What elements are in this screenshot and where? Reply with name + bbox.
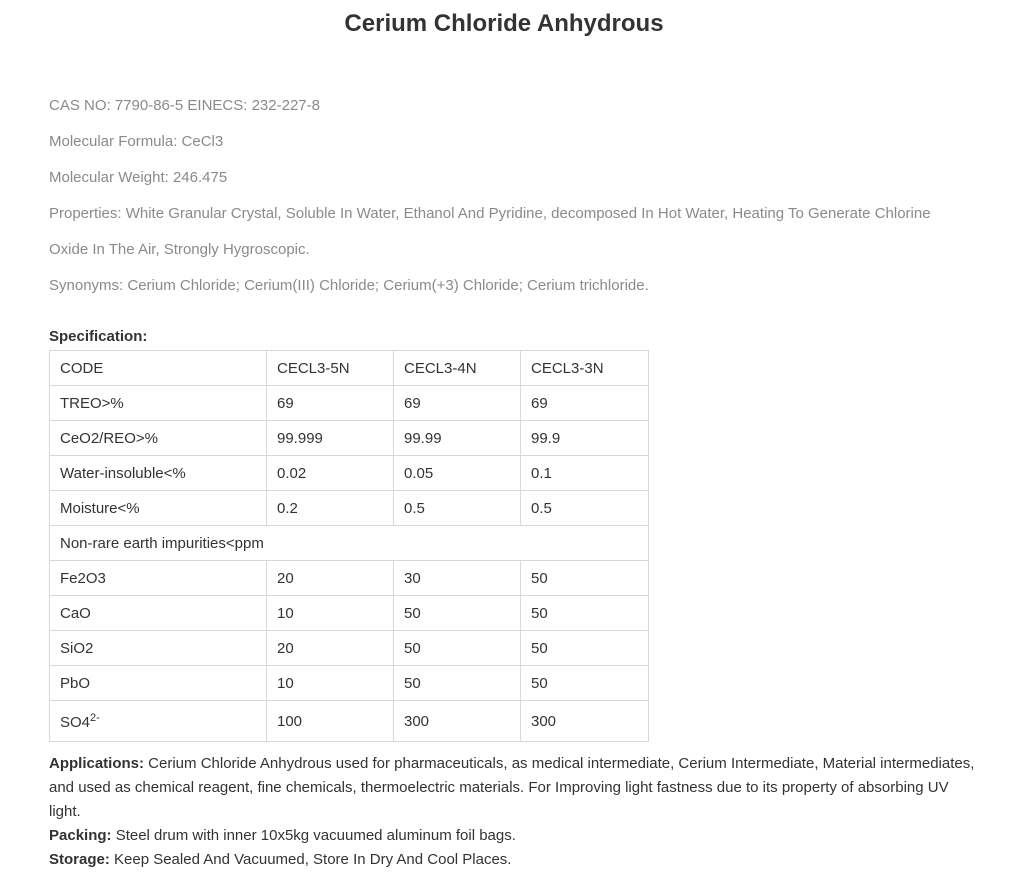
table-cell: 50 bbox=[394, 596, 521, 631]
table-cell: 300 bbox=[521, 701, 649, 742]
table-cell: 300 bbox=[394, 701, 521, 742]
synonyms: Synonyms: Cerium Chloride; Cerium(III) Chloride; Cerium(+3) Chloride; Cerium trichloride. bbox=[49, 277, 649, 294]
table-cell: 50 bbox=[521, 666, 649, 701]
packing-text: Steel drum with inner 10x5kg vacuumed aluminum foil bags. bbox=[111, 827, 516, 844]
table-cell bbox=[50, 701, 267, 742]
applications-paragraph bbox=[49, 752, 979, 824]
table-cell: CaO bbox=[50, 596, 267, 631]
table-cell: CECL3-3N bbox=[521, 351, 649, 386]
table-row bbox=[50, 631, 649, 666]
properties-line-2: Oxide In The Air, Strongly Hygroscopic. bbox=[49, 241, 310, 258]
table-cell: 10 bbox=[267, 596, 394, 631]
table-row bbox=[50, 421, 649, 456]
applications-text: Cerium Chloride Anhydrous used for pharmaceuticals, as medical intermediate, Cerium Intermediate, Material intermediates, and used as chemical reagent, fine chemicals, thermoelectric materials. For Improving light fastness due to its property of absorbing UV light. bbox=[49, 755, 975, 820]
impurities-section-row bbox=[50, 526, 649, 561]
product-details bbox=[49, 752, 979, 872]
table-cell: 0.02 bbox=[267, 456, 394, 491]
table-header-row bbox=[50, 351, 649, 386]
so4-name: SO4 bbox=[60, 713, 91, 731]
table-cell: Moisture<% bbox=[50, 491, 267, 526]
table-cell: CeO2/REO>% bbox=[50, 421, 267, 456]
table-cell: 50 bbox=[394, 666, 521, 701]
table-cell: Water-insoluble<% bbox=[50, 456, 267, 491]
table-row bbox=[50, 561, 649, 596]
table-row bbox=[50, 666, 649, 701]
molecular-formula: Molecular Formula: CeCl3 bbox=[49, 133, 224, 150]
properties-line-1: Properties: White Granular Crystal, Soluble In Water, Ethanol And Pyridine, decomposed In Hot Water, Heating To Generate Chlorine bbox=[49, 205, 931, 222]
table-cell: 69 bbox=[267, 386, 394, 421]
storage-text: Keep Sealed And Vacuumed, Store In Dry And Cool Places. bbox=[109, 851, 512, 868]
table-cell: 100 bbox=[267, 701, 394, 742]
table-cell: 30 bbox=[394, 561, 521, 596]
table-cell: 99.99 bbox=[394, 421, 521, 456]
table-cell: 99.9 bbox=[521, 421, 649, 456]
table-cell: 0.1 bbox=[521, 456, 649, 491]
storage-label: Storage: bbox=[49, 851, 110, 868]
table-cell: 0.2 bbox=[267, 491, 394, 526]
table-cell: CECL3-5N bbox=[267, 351, 394, 386]
table-cell: 0.05 bbox=[394, 456, 521, 491]
table-cell: 0.5 bbox=[394, 491, 521, 526]
table-cell: 69 bbox=[394, 386, 521, 421]
table-cell: TREO>% bbox=[50, 386, 267, 421]
packing-paragraph bbox=[49, 824, 979, 848]
table-cell: 20 bbox=[267, 561, 394, 596]
table-cell: 50 bbox=[521, 561, 649, 596]
table-row bbox=[50, 596, 649, 631]
storage-paragraph bbox=[49, 848, 979, 872]
table-cell: 10 bbox=[267, 666, 394, 701]
table-row bbox=[50, 701, 649, 742]
table-cell: PbO bbox=[50, 666, 267, 701]
cas-number: CAS NO: 7790-86-5 EINECS: 232-227-8 bbox=[49, 97, 320, 114]
table-row bbox=[50, 386, 649, 421]
table-cell: SiO2 bbox=[50, 631, 267, 666]
table-cell: 0.5 bbox=[521, 491, 649, 526]
table-row bbox=[50, 491, 649, 526]
so4-charge: 2- bbox=[90, 711, 100, 724]
applications-label: Applications: bbox=[49, 755, 145, 772]
table-row bbox=[50, 456, 649, 491]
specification-label: Specification: bbox=[49, 328, 148, 345]
table-cell: 69 bbox=[521, 386, 649, 421]
packing-label: Packing: bbox=[49, 827, 112, 844]
table-cell: 20 bbox=[267, 631, 394, 666]
table-cell: 50 bbox=[394, 631, 521, 666]
product-info bbox=[49, 88, 989, 304]
table-cell: 50 bbox=[521, 596, 649, 631]
table-cell: CECL3-4N bbox=[394, 351, 521, 386]
page-title: Cerium Chloride Anhydrous bbox=[344, 10, 664, 37]
table-cell: CODE bbox=[50, 351, 267, 386]
table-cell: Fe2O3 bbox=[50, 561, 267, 596]
table-cell: 99.999 bbox=[267, 421, 394, 456]
specification-table bbox=[49, 350, 649, 742]
impurities-label: Non-rare earth impurities<ppm bbox=[50, 526, 649, 561]
table-cell: 50 bbox=[521, 631, 649, 666]
molecular-weight: Molecular Weight: 246.475 bbox=[49, 169, 228, 186]
